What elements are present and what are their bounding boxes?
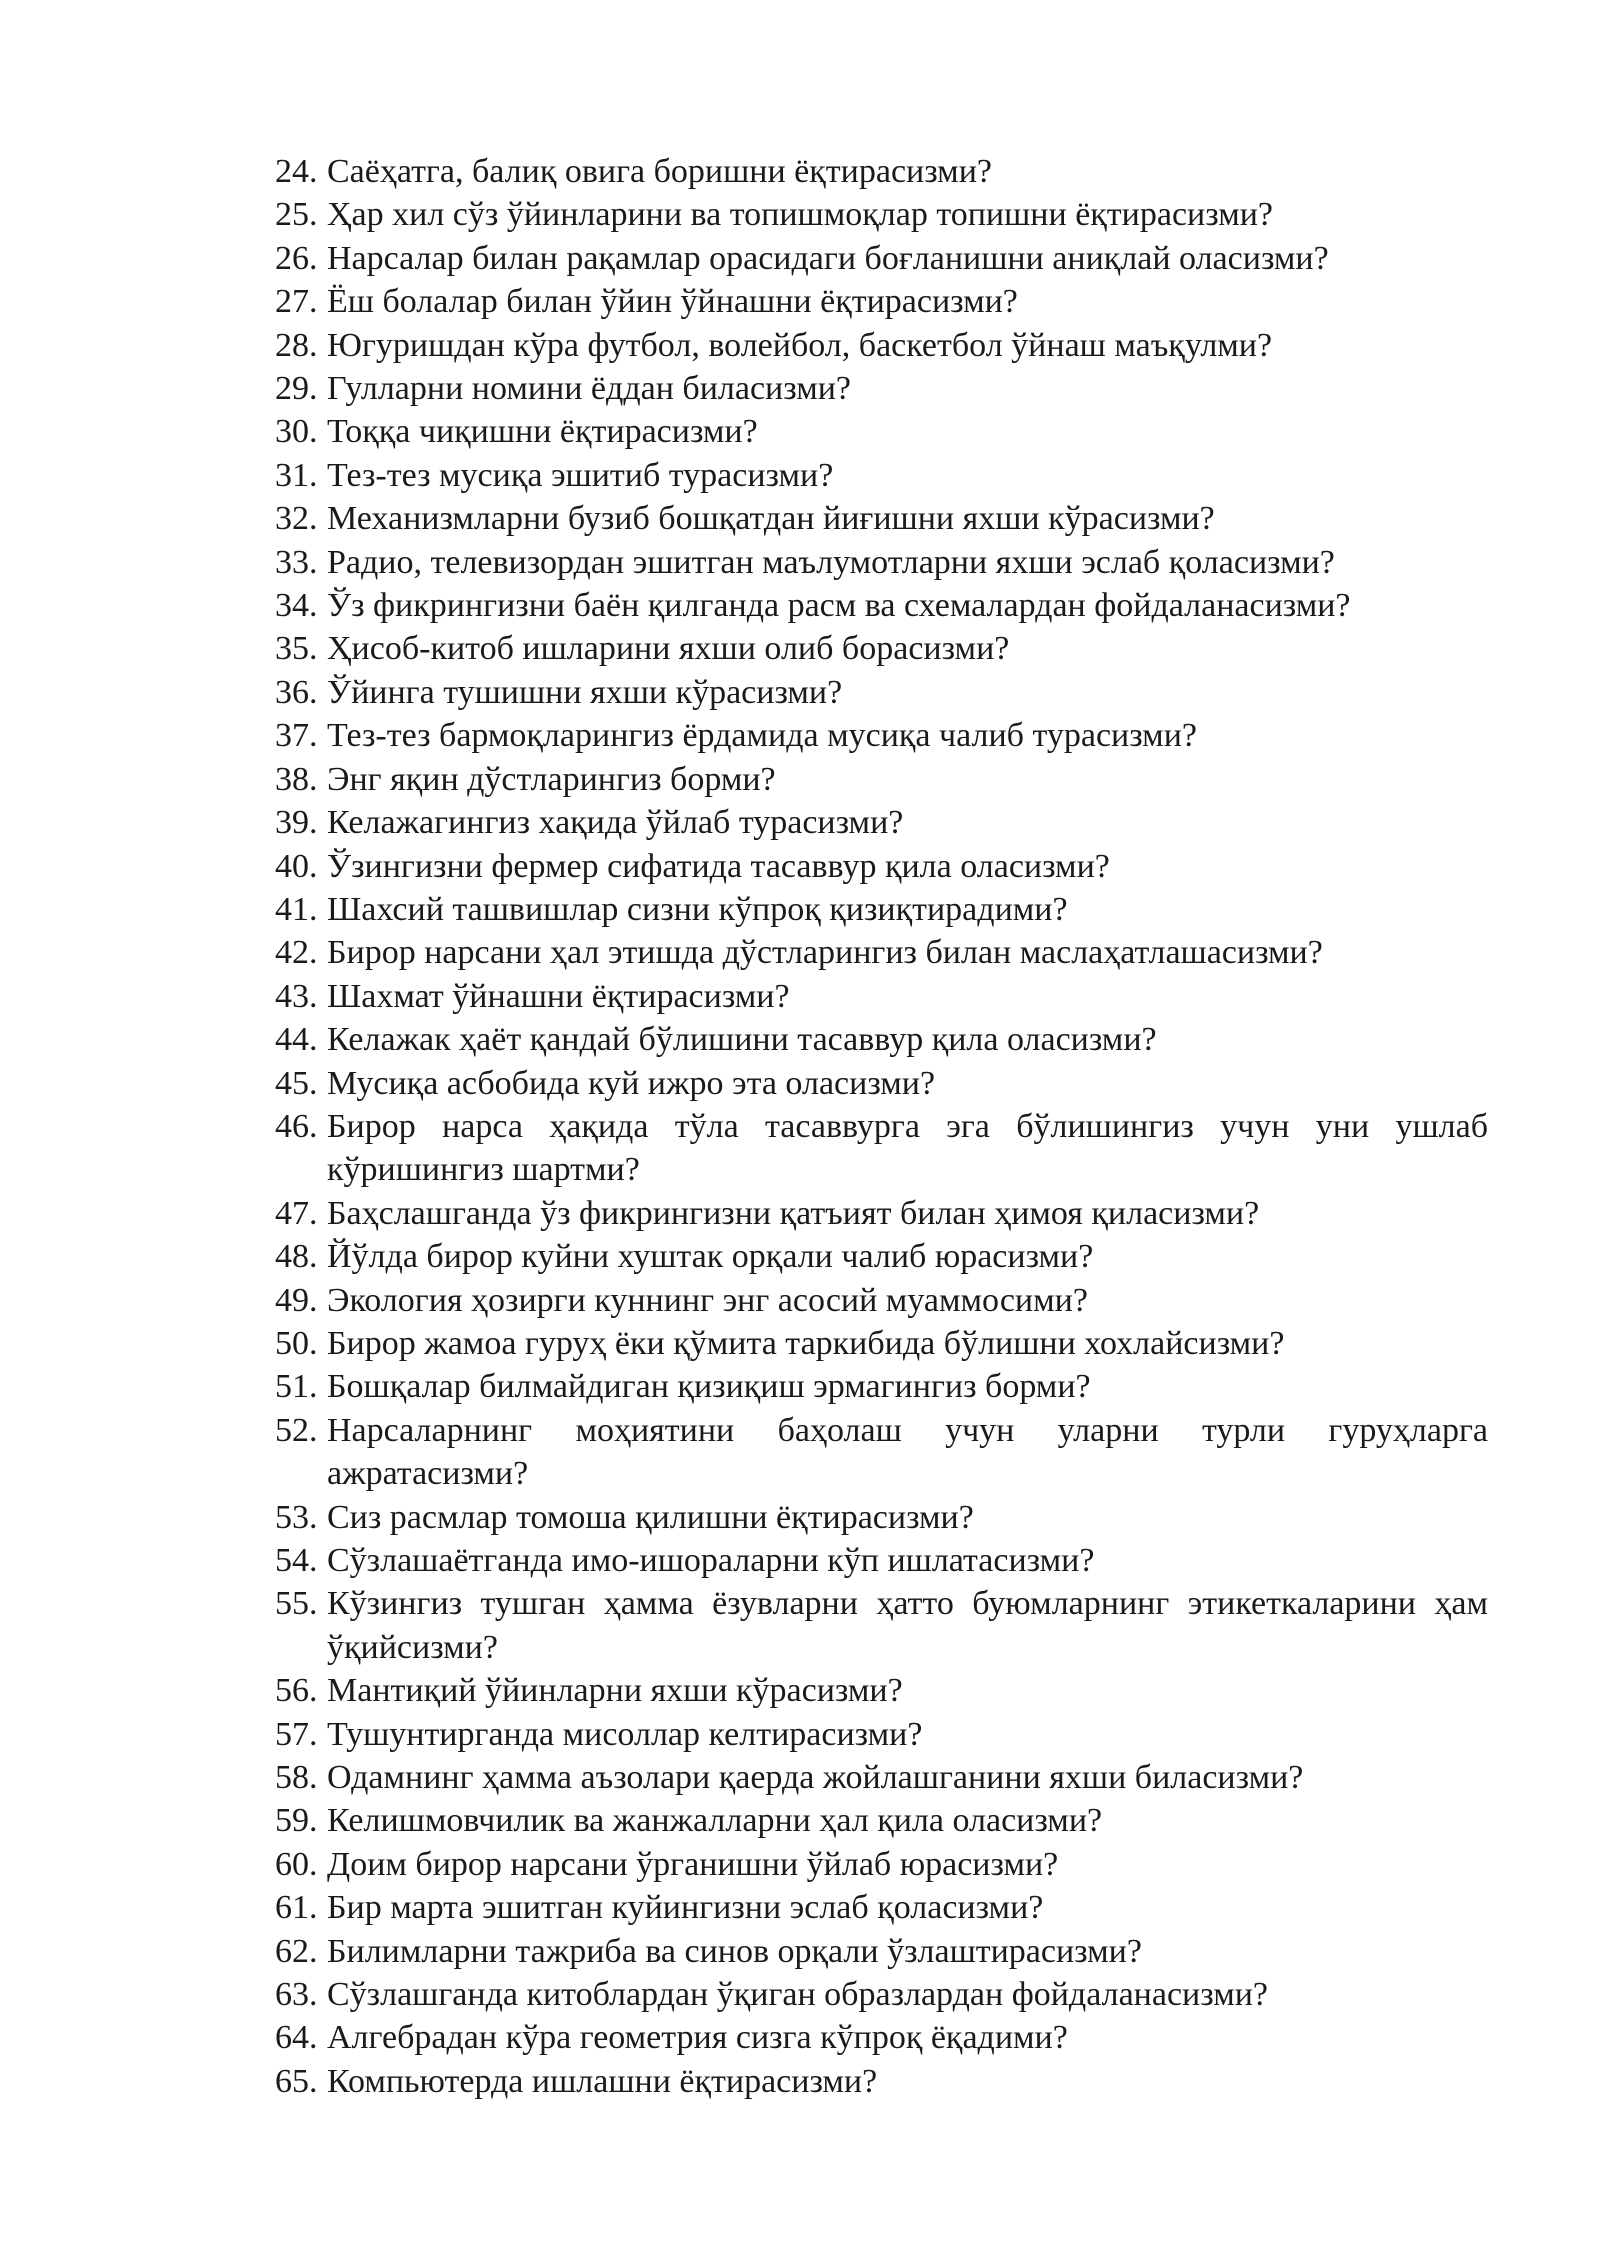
question-number: 41.: [275, 890, 318, 928]
question-number: 50.: [275, 1324, 318, 1362]
question-number: 58.: [275, 1759, 318, 1797]
question-item: [275, 150, 1488, 193]
question-text: Саёҳатга, балиқ овига боришни ёқтирасизми?: [327, 153, 992, 190]
question-item: [275, 758, 1488, 801]
question-item: [275, 975, 1488, 1018]
question-item: [275, 1322, 1488, 1365]
question-number: 43.: [275, 977, 318, 1015]
question-item: [275, 1279, 1488, 1322]
question-number: 59.: [275, 1802, 318, 1840]
question-text: Баҳслашганда ўз фикрингизни қатъият билан ҳимоя қиласизми?: [327, 1194, 1260, 1232]
question-text: Ҳар хил сўз ўйинларини ва топишмоқлар топишни ёқтирасизми?: [327, 196, 1273, 234]
question-text: Ўйинга тушишни яхши кўрасизми?: [327, 673, 843, 711]
question-item: [275, 1105, 1488, 1192]
question-text: Йўлда бирор куйни хуштак орқали чалиб юрасизми?: [327, 1238, 1094, 1276]
question-text: Гулларни номини ёддан биласизми?: [327, 370, 851, 408]
question-item: [275, 1496, 1488, 1539]
question-text: Бошқалар билмайдиган қизиқиш эрмагингиз борми?: [327, 1368, 1091, 1406]
question-text: Нарсаларнинг моҳиятини баҳолаш учун уларни турли гуруҳларга ажратасизми?: [327, 1411, 1488, 1493]
question-number: 64.: [275, 2019, 318, 2057]
question-list: [275, 150, 1488, 2103]
question-text: Тез-тез бармоқларингиз ёрдамида мусиқа чалиб турасизми?: [327, 717, 1197, 755]
question-text: Энг яқин дўстларингиз борми?: [327, 760, 776, 798]
question-text: Одамнинг ҳамма аъзолари қаерда жойлашганини яхши биласизми?: [327, 1759, 1304, 1797]
question-item: [275, 627, 1488, 670]
question-number: 29.: [275, 370, 318, 408]
question-item: [275, 1409, 1488, 1496]
question-text: Ёш болалар билан ўйин ўйнашни ёқтирасизми?: [327, 283, 1018, 321]
question-item: [275, 845, 1488, 888]
question-item: [275, 193, 1488, 236]
question-text: Тоққа чиқишни ёқтирасизми?: [327, 413, 758, 451]
question-text: Мантиқий ўйинларни яхши кўрасизми?: [327, 1672, 903, 1710]
question-item: [275, 584, 1488, 627]
question-number: 55.: [275, 1585, 318, 1623]
question-number: 53.: [275, 1498, 318, 1536]
question-text: Югуришдан кўра футбол, волейбол, баскетбол ўйнаш маъқулми?: [327, 326, 1273, 364]
question-number: 27.: [275, 283, 318, 321]
question-text: Келажагингиз хақида ўйлаб турасизми?: [327, 804, 904, 842]
question-item: [275, 1539, 1488, 1582]
question-item: [275, 2016, 1488, 2059]
question-item: [275, 237, 1488, 280]
question-number: 36.: [275, 673, 318, 711]
question-text: Компьютерда ишлашни ёқтирасизми?: [327, 2062, 878, 2100]
question-number: 34.: [275, 587, 318, 625]
question-item: [275, 1062, 1488, 1105]
question-text: Келажак ҳаёт қандай бўлишини тасаввур қила оласизми?: [327, 1021, 1157, 1059]
question-number: 33.: [275, 543, 318, 581]
question-item: [275, 1843, 1488, 1886]
question-number: 46.: [275, 1107, 318, 1145]
question-number: 60.: [275, 1845, 318, 1883]
question-item: [275, 1799, 1488, 1842]
question-number: 40.: [275, 847, 318, 885]
question-item: [275, 1713, 1488, 1756]
question-number: 56.: [275, 1672, 318, 1710]
question-item: [275, 454, 1488, 497]
question-item: [275, 541, 1488, 584]
question-item: [275, 280, 1488, 323]
question-text: Билимларни тажриба ва синов орқали ўзлаштирасизми?: [327, 1932, 1142, 1970]
question-number: 26.: [275, 239, 318, 277]
question-text: Сиз расмлар томоша қилишни ёқтирасизми?: [327, 1498, 974, 1536]
question-text: Тушунтирганда мисоллар келтирасизми?: [327, 1715, 923, 1753]
question-number: 35.: [275, 630, 318, 668]
question-number: 42.: [275, 934, 318, 972]
question-number: 51.: [275, 1368, 318, 1406]
question-text: Келишмовчилик ва жанжалларни ҳал қила оласизми?: [327, 1802, 1103, 1840]
question-item: [275, 1192, 1488, 1235]
question-item: [275, 324, 1488, 367]
question-text: Кўзингиз тушган ҳамма ёзувларни ҳатто буюмларнинг этикеткаларини ҳам ўқийсизми?: [327, 1585, 1488, 1666]
question-text: Нарсалар билан рақамлар орасидаги боғланишни аниқлай оласизми?: [327, 239, 1329, 277]
question-item: [275, 801, 1488, 844]
question-item: [275, 2060, 1488, 2103]
question-item: [275, 497, 1488, 540]
question-number: 24.: [275, 153, 318, 190]
question-number: 32.: [275, 500, 318, 538]
question-item: [275, 671, 1488, 714]
question-item: [275, 888, 1488, 931]
question-number: 47.: [275, 1194, 318, 1232]
question-number: 45.: [275, 1064, 318, 1102]
question-item: [275, 1365, 1488, 1408]
question-text: Радио, телевизордан эшитган маълумотларни яхши эслаб қоласизми?: [327, 543, 1335, 581]
question-number: 54.: [275, 1542, 318, 1579]
question-number: 63.: [275, 1976, 318, 2014]
question-item: [275, 367, 1488, 410]
question-text: Механизмларни бузиб бошқатдан йиғишни яхши кўрасизми?: [327, 500, 1215, 538]
question-text: Алгебрадан кўра геометрия сизга кўпроқ ёқадими?: [327, 2019, 1068, 2057]
question-text: Ўзингизни фермер сифатида тасаввур қила оласизми?: [327, 847, 1110, 885]
question-item: [275, 714, 1488, 757]
question-text: Шахмат ўйнашни ёқтирасизми?: [327, 977, 790, 1015]
question-number: 49.: [275, 1281, 318, 1319]
question-text: Ҳисоб-китоб ишларини яхши олиб борасизми?: [327, 630, 1010, 668]
question-number: 57.: [275, 1715, 318, 1753]
question-text: Сўзлашганда китоблардан ўқиган образлардан фойдаланасизми?: [327, 1976, 1268, 2014]
question-text: Ўз фикрингизни баён қилганда расм ва схемалардан фойдаланасизми?: [327, 587, 1351, 625]
question-number: 30.: [275, 413, 318, 451]
question-item: [275, 410, 1488, 453]
question-item: [275, 1582, 1488, 1669]
question-number: 37.: [275, 717, 318, 755]
question-text: Бирор нарсани ҳал этишда дўстларингиз билан маслаҳатлашасизми?: [327, 934, 1323, 972]
question-number: 28.: [275, 326, 318, 364]
question-number: 52.: [275, 1411, 318, 1449]
question-text: Шахсий ташвишлар сизни кўпроқ қизиқтирадими?: [327, 890, 1068, 928]
question-text: Экология ҳозирги куннинг энг асосий муаммосими?: [327, 1281, 1088, 1319]
question-number: 61.: [275, 1889, 318, 1927]
question-item: [275, 1756, 1488, 1799]
question-text: Тез-тез мусиқа эшитиб турасизми?: [327, 456, 834, 494]
question-item: [275, 1930, 1488, 1973]
question-number: 62.: [275, 1932, 318, 1970]
question-text: Бирор жамоа гуруҳ ёки қўмита таркибида бўлишни хохлайсизми?: [327, 1324, 1285, 1362]
question-text: Сўзлашаётганда имо-ишораларни кўп ишлатасизми?: [327, 1542, 1095, 1579]
question-text: Бир марта эшитган куйингизни эслаб қоласизми?: [327, 1889, 1044, 1927]
question-number: 31.: [275, 456, 318, 494]
question-number: 39.: [275, 804, 318, 842]
question-item: [275, 1235, 1488, 1278]
question-item: [275, 1973, 1488, 2016]
question-item: [275, 931, 1488, 974]
question-number: 38.: [275, 760, 318, 798]
question-text: Мусиқа асбобида куй ижро эта оласизми?: [327, 1064, 936, 1102]
question-text: Доим бирор нарсани ўрганишни ўйлаб юрасизми?: [327, 1845, 1059, 1883]
question-item: [275, 1018, 1488, 1061]
question-number: 48.: [275, 1238, 318, 1276]
question-item: [275, 1669, 1488, 1712]
question-number: 44.: [275, 1021, 318, 1059]
question-text: Бирор нарса ҳақида тўла тасаввурга эга бўлишингиз учун уни ушлаб кўришингиз шартми?: [327, 1107, 1488, 1189]
question-number: 65.: [275, 2062, 318, 2100]
question-item: [275, 1886, 1488, 1929]
question-number: 25.: [275, 196, 318, 234]
